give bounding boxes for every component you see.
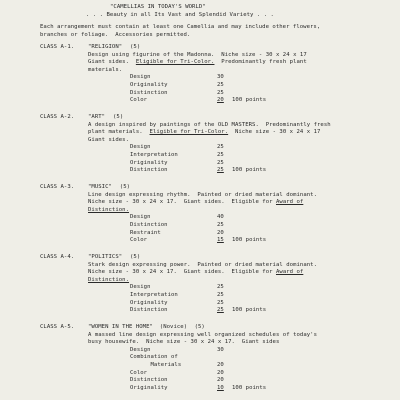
description-text: A massed line design expressing well organized schedules of today's [88, 331, 317, 338]
class-description-line [88, 59, 307, 65]
criterion-name: Materials [130, 362, 182, 368]
eligibility-note: Award of [275, 269, 304, 276]
criterion-name: Color [130, 369, 148, 376]
criterion-points: 25 [217, 167, 224, 174]
criterion-points: 25 [217, 292, 224, 298]
criterion-name: Originality [130, 384, 168, 391]
criterion-name: Combination of [130, 354, 178, 361]
class-description-line [88, 137, 129, 143]
class-title: "WOMEN IN THE HOME" (Novice) [88, 324, 188, 330]
class-label: CLASS A-5. [40, 324, 75, 330]
class-title: "RELIGION" [88, 44, 123, 50]
criterion-points: 25 [217, 152, 224, 158]
class-description-line [88, 129, 320, 135]
class-count: (5) [113, 114, 124, 120]
criterion-points: 25 [217, 159, 224, 166]
criterion-name: Distinction [130, 307, 168, 314]
description-text: A design inspired by paintings of the OLD MASTERS. Predominantly fresh [88, 121, 331, 128]
criterion-name: Restraint [130, 229, 161, 236]
criterion-name: Distinction [130, 377, 168, 384]
criterion-name: Distinction [130, 89, 168, 96]
class-title: "ART" [88, 114, 106, 120]
class-description-line [88, 67, 122, 73]
description-text: Stark design expressing power. Painted or dried material dominant. [88, 261, 317, 268]
criterion-points: 20 [217, 229, 224, 236]
criterion-points: 25 [217, 144, 224, 151]
description-text: Predominantly fresh plant [214, 59, 307, 66]
eligibility-note: Eligible for Tri-Color. [135, 59, 215, 66]
description-text: Design using figurine of the Madonna. Niche size - 30 x 24 x 17 [88, 51, 307, 58]
class-description-line [88, 207, 129, 213]
criterion-name: Distinction [130, 222, 168, 228]
class-description-line [88, 332, 317, 338]
criterion-points: 25 [217, 82, 224, 88]
criterion-name: Color [130, 237, 148, 244]
criterion-points: 25 [217, 222, 224, 228]
class-description-line [88, 339, 279, 345]
class-count: (5) [130, 44, 141, 50]
criterion-name: Design [130, 144, 151, 151]
criterion-name: Distinction [130, 167, 168, 174]
eligibility-note: Eligible for Tri-Color. [149, 129, 229, 136]
criterion-total: 100 points [232, 307, 267, 314]
criterion-points: 15 [217, 237, 224, 244]
criterion-points: 25 [217, 299, 224, 306]
class-description-line [88, 269, 303, 275]
class-label: CLASS A-3. [40, 184, 75, 190]
criterion-total: 100 points [232, 384, 267, 391]
description-text: Giant sides. [88, 59, 136, 66]
criterion-points: 20 [217, 362, 224, 368]
class-count: (5) [119, 184, 131, 190]
criterion-name: Design [130, 214, 151, 221]
description-text: Niche size - 30 x 24 x 17 [228, 129, 321, 136]
description-text: plant materials. [88, 129, 150, 136]
criterion-points: 40 [217, 214, 224, 221]
criterion-name: Design [130, 284, 151, 291]
class-label: CLASS A-1. [40, 44, 75, 50]
class-description-line [88, 277, 129, 283]
criterion-points: 30 [217, 74, 224, 81]
criterion-name: Originality [130, 82, 168, 88]
criterion-name: Interpretation [130, 152, 178, 158]
criterion-points: 20 [217, 97, 224, 104]
criterion-points: 20 [217, 377, 224, 384]
criterion-total: 100 points [232, 167, 267, 174]
class-description-line [88, 122, 331, 128]
eligibility-note: Award of [275, 199, 304, 206]
criterion-name: Design [130, 74, 151, 81]
criterion-total: 100 points [232, 237, 267, 244]
class-label: CLASS A-4. [40, 254, 75, 260]
criterion-points: 30 [217, 346, 224, 353]
criterion-points: 25 [217, 284, 224, 291]
class-count: (5) [130, 254, 141, 260]
intro-line-2: branches or foliage. Accessories permitted. [40, 32, 191, 38]
eligibility-note: Distinction. [88, 276, 130, 283]
criterion-name: Originality [130, 159, 168, 166]
description-text: Niche size - 30 x 24 x 17. Giant sides. Eligible for [88, 269, 276, 276]
criterion-points: 20 [217, 369, 224, 376]
criterion-points: 25 [217, 89, 224, 96]
criterion-name: Design [130, 346, 151, 353]
eligibility-note: Distinction. [88, 206, 130, 213]
description-text: Niche size - 30 x 24 x 17. Giant sides. Eligible for [88, 199, 276, 206]
class-label: CLASS A-2. [40, 114, 75, 120]
description-text: Giant sides. [88, 136, 130, 143]
class-title: "MUSIC" [88, 184, 112, 190]
document-title: "CAMELLIAS IN TODAY'S WORLD" [110, 4, 206, 10]
description-text: materials. [88, 66, 123, 73]
class-description-line [88, 199, 303, 205]
criterion-points: 10 [217, 384, 224, 391]
class-description-line [88, 52, 307, 58]
intro-line-1: Each arrangement must contain at least one Camellia and may include other flowers, [40, 24, 321, 30]
class-description-line [88, 192, 317, 198]
document-subtitle: . . . Beauty in all Its Vast and Splendid Variety . . . [86, 12, 274, 18]
description-text: busy housewife. Niche size - 30 x 24 x 17. Giant sides [88, 339, 280, 346]
criterion-name: Interpretation [130, 292, 178, 298]
class-description-line [88, 262, 317, 268]
description-text: Line design expressing rhythm. Painted or dried material dominant. [88, 191, 317, 198]
criterion-total: 100 points [232, 97, 267, 104]
class-count: (5) [194, 324, 205, 330]
criterion-name: Color [130, 97, 148, 104]
class-title: "POLITICS" [88, 254, 123, 260]
criterion-name: Originality [130, 299, 168, 306]
criterion-points: 25 [217, 307, 224, 314]
